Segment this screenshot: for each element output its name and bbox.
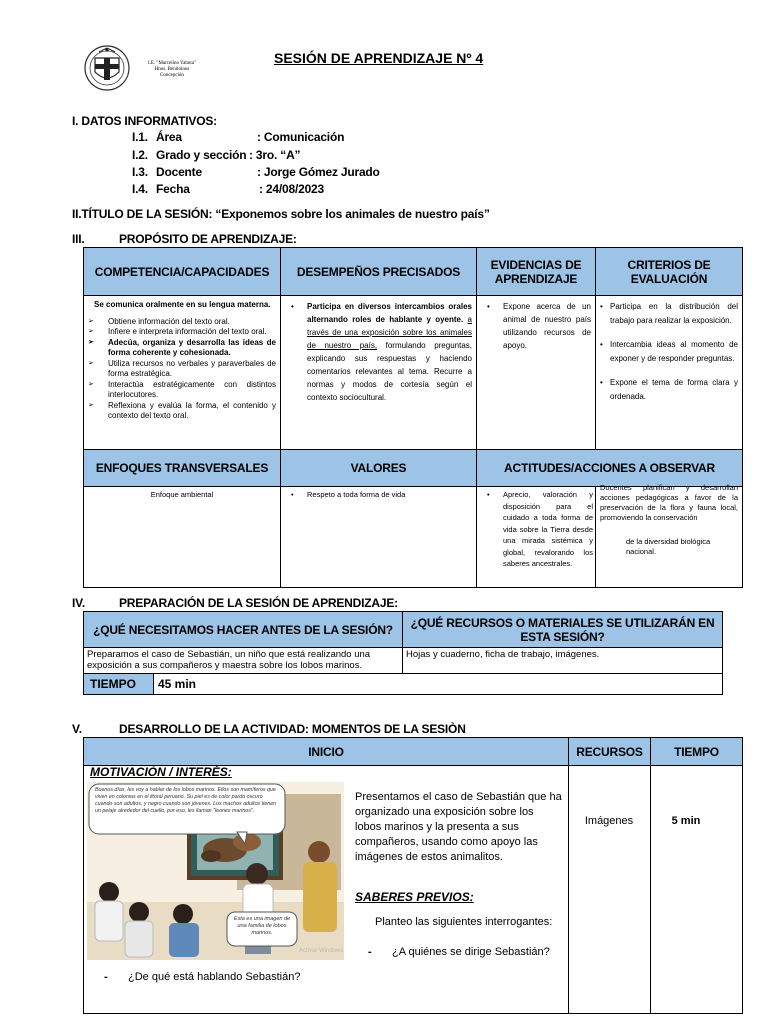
preparacion-heading: PREPARACIÓN DE LA SESIÓN DE APRENDIZAJE: (119, 596, 398, 610)
accion-cell: Docentes planifican y desarrollan acciones pedagógicas a favor de la preservación de la flora y fauna local, promoviendo la conservación de la diversidad biológica nacional. (596, 487, 743, 588)
tiempo-cell (651, 766, 743, 1014)
session-title: II.TÍTULO DE LA SESIÓN: “Exponemos sobre los animales de nuestro país” (72, 207, 490, 221)
speech-bubble: Buenos días, les voy a hablar de los lobos marinos. Ellos son mamíferos que viven en colonias en el litoral peruano. Su piel es de color pardo oscuro cuando son adultos, y negro cuando son jóvenes. Los machos adultos tienen un pelaje alrededor del cuello, por eso, les llaman "leones marinos". (95, 787, 277, 814)
saberes-heading: SABERES PREVIOS: (355, 890, 474, 904)
col-actitudes: ACTITUDES/ACCIONES A OBSERVAR (477, 450, 743, 487)
col-antes: ¿QUÉ NECESITAMOS HACER ANTES DE LA SESIÓN? (84, 612, 403, 648)
windows-watermark: Activar Windows (299, 948, 344, 954)
info-row-grado: I.2. Grado y sección : 3ro. “A” (132, 148, 301, 162)
col-inicio: INICIO (84, 738, 569, 766)
tiempo-value: 5 min (671, 815, 701, 827)
list-item: ➢ Reflexiona y evalúa la forma, el contenido y contexto del texto oral. (88, 401, 276, 422)
info-row-fecha: I.4. Fecha : 24/08/2023 (132, 182, 324, 196)
inicio-text: Presentamos el caso de Sebastián que ha organizado una exposición sobre los lobos marinos y la presenta a sus compañeros, usando como apoyo las imágenes de estos animalitos. (355, 791, 562, 863)
col-desempenos: DESEMPEÑOS PRECISADOS (281, 248, 477, 296)
col-valores: VALORES (281, 450, 477, 487)
list-item: ➢ Adecúa, organiza y desarrolla las ideas de forma coherente y cohesionada. (88, 338, 276, 359)
preparacion-table (83, 611, 723, 695)
image-caption: Esta es una imagen de una familia de lobos marinos. (233, 916, 291, 936)
section-num-iii: III. (72, 232, 85, 246)
info-row-docente: I.3. Docente : Jorge Gómez Jurado (132, 165, 380, 179)
motivacion-heading: MOTIVACIÓN / INTERÉS: (90, 765, 232, 779)
classroom-illustration (87, 782, 344, 960)
col-evidencias: EVIDENCIAS DE APRENDIZAJE (477, 248, 596, 296)
proposito-table (83, 247, 743, 588)
datos-heading: I. DATOS INFORMATIVOS: (72, 114, 217, 128)
planteo-line: Planteo las siguientes interrogantes: (375, 916, 553, 928)
list-item: ➢ Utiliza recursos no verbales y paraverbales de forma estratégica. (88, 359, 276, 380)
col-criterios: CRITERIOS DE EVALUACIÓN (596, 248, 743, 296)
list-item: ➢ Obtiene información del texto oral. (88, 317, 276, 328)
tiempo-value: 45 min (154, 674, 723, 695)
actitud-cell: • Aprecio, valoración y disposición para el cuidado a toda forma de vida sobre la Tierra desde una mirada sistémica y global, revalorando los saberes ancestrales. (477, 487, 596, 588)
list-item: ➢ Infiere e interpreta información del texto oral. (88, 327, 276, 338)
pregunta-1: - ¿A quiénes se dirige Sebastián? (368, 946, 550, 958)
info-row-area: I.1. Área : Comunicación (132, 130, 345, 144)
recurso-value: Imágenes (584, 815, 634, 827)
document-title: SESIÓN DE APRENDIZAJE Nº 4 (274, 50, 484, 66)
pregunta-2: - ¿De qué está hablando Sebastián? (104, 971, 301, 983)
desarrollo-heading: DESARROLLO DE LA ACTIVIDAD: MOMENTOS DE LA SESIÒN (119, 722, 466, 736)
desempeno-cell: • Participa en diversos intercambios orales alternando roles de hablante y oyente. a través de una exposición sobre los animales de nuestro país, formulando preguntas, explicando sus respuestas y haciendo comentarios relevantes al tema. Recurre a normas y modos de cortesía según el contexto sociocultural. (281, 296, 477, 450)
criterios-cell: • Participa en la distribución del trabajo para realizar la exposición. • Intercambia ideas al momento de exponer y de responder preguntas. • Expone el tema de forma clara y ordenada. (596, 296, 743, 450)
competencia-cell: Se comunica oralmente en su lengua materna. ➢ Obtiene información del texto oral. ➢ Infiere e interpreta información del texto oral. ➢ Adecúa, organiza y desarrolla las ideas de forma coherente y cohesionada. ➢ Utiliza recursos no verbales y paraverbales de forma estratégica. ➢ Interactúa estratégicamente con distintos interlocutores. ➢ Reflexiona y evalúa la forma, el contenido y contexto del texto oral. (84, 296, 281, 450)
section-num-iv: IV. (72, 596, 85, 610)
section-num-v: V. (72, 722, 82, 736)
recursos-cell: Hojas y cuaderno, ficha de trabajo, imágenes. (403, 648, 723, 674)
evidencia-cell: • Expone acerca de un animal de nuestro país utilizando recursos de apoyo. (477, 296, 596, 450)
school-logo (82, 44, 132, 92)
col-recursos: RECURSOS (569, 738, 651, 766)
antes-cell: Preparamos el caso de Sebastián, un niño que está realizando una exposición a sus compañeros y maestra sobre los lobos marinos. (84, 648, 403, 674)
valor-cell: • Respeto a toda forma de vida (281, 487, 477, 588)
recursos-cell (569, 766, 651, 1014)
list-item: ➢ Interactúa estratégicamente con distintos interlocutores. (88, 380, 276, 401)
school-name: I.E. "Marcelino Yabuta" Hnos. Benitoinos Concepción (147, 61, 197, 78)
proposito-heading: PROPÓSITO DE APRENDIZAJE: (119, 232, 297, 246)
enfoque-cell: Enfoque ambiental (84, 487, 281, 588)
col-competencia: COMPETENCIA/CAPACIDADES (84, 248, 281, 296)
col-tiempo: TIEMPO (651, 738, 743, 766)
col-enfoques: ENFOQUES TRANSVERSALES (84, 450, 281, 487)
tiempo-label: TIEMPO (84, 674, 154, 695)
col-recursos: ¿QUÉ RECURSOS O MATERIALES SE UTILIZARÁN EN ESTA SESIÓN? (403, 612, 723, 648)
capacidades-list (88, 317, 276, 422)
